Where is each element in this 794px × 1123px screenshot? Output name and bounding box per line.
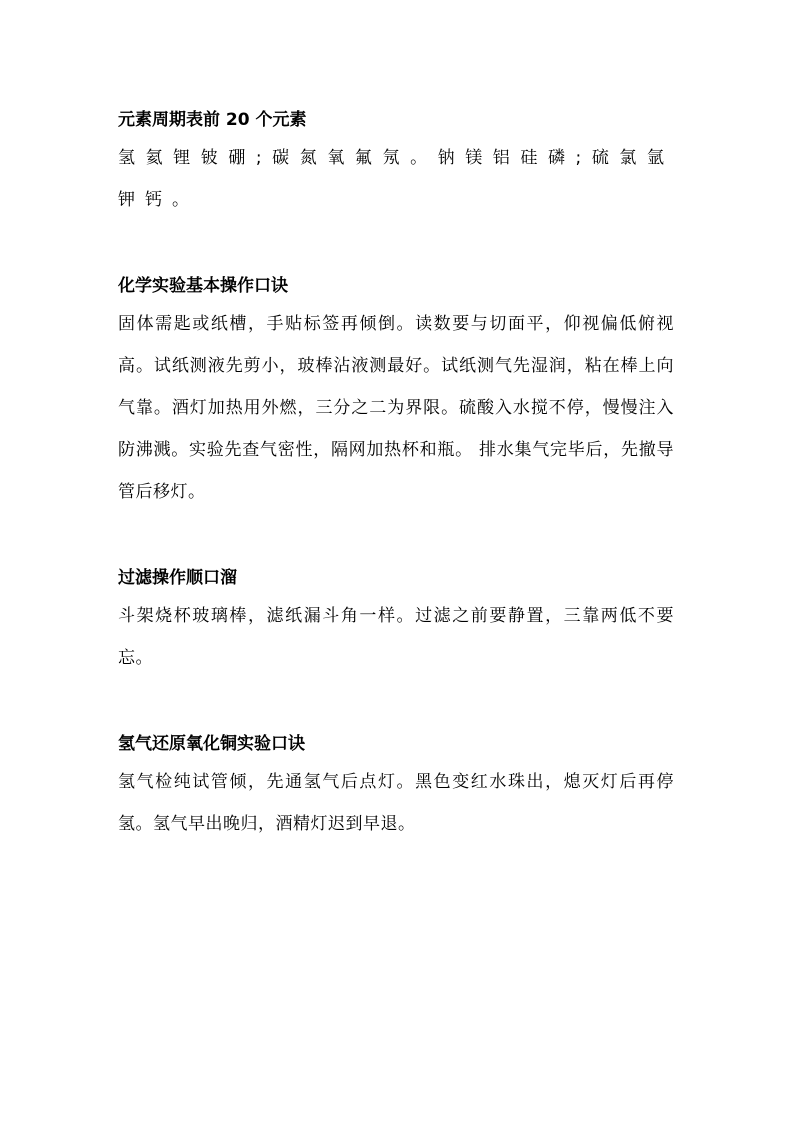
section-lab-operations	[118, 271, 674, 513]
section-body: 氢氦锂铍硼;碳氮氧氟氖。钠镁铝硅磷;硫氯氩钾钙。	[118, 148, 674, 210]
section-body: 斗架烧杯玻璃棒，滤纸漏斗角一样。过滤之前要静置，三靠两低不要忘。	[118, 606, 674, 668]
section-body: 固体需匙或纸槽，手贴标签再倾倒。读数要与切面平，仰视偏低俯视高。试纸测液先剪小，玻棒沾液测最好。试纸测气先湿润，粘在棒上向气靠。酒灯加热用外燃，三分之二为界限。硫酸入水搅不停，慢慢注入防沸溅。实验先查气密性，隔网加热杯和瓶。 排水集气完毕后，先撤导管后移灯。	[118, 314, 674, 502]
section-heading: 氢气还原氧化铜实验口诀	[118, 734, 305, 754]
section-body: 氢气检纯试管倾，先通氢气后点灯。黑色变红水珠出，熄灭灯后再停氢。氢气早出晚归，酒精灯迟到早退。	[118, 772, 674, 834]
section-hydrogen-reduction	[118, 729, 674, 845]
section-heading: 过滤操作顺口溜	[118, 568, 237, 588]
section-heading: 化学实验基本操作口诀	[118, 276, 288, 296]
document-page	[118, 105, 674, 845]
section-filtration	[118, 563, 674, 679]
section-periodic-table	[118, 105, 674, 221]
section-heading: 元素周期表前 20 个元素	[118, 110, 307, 130]
